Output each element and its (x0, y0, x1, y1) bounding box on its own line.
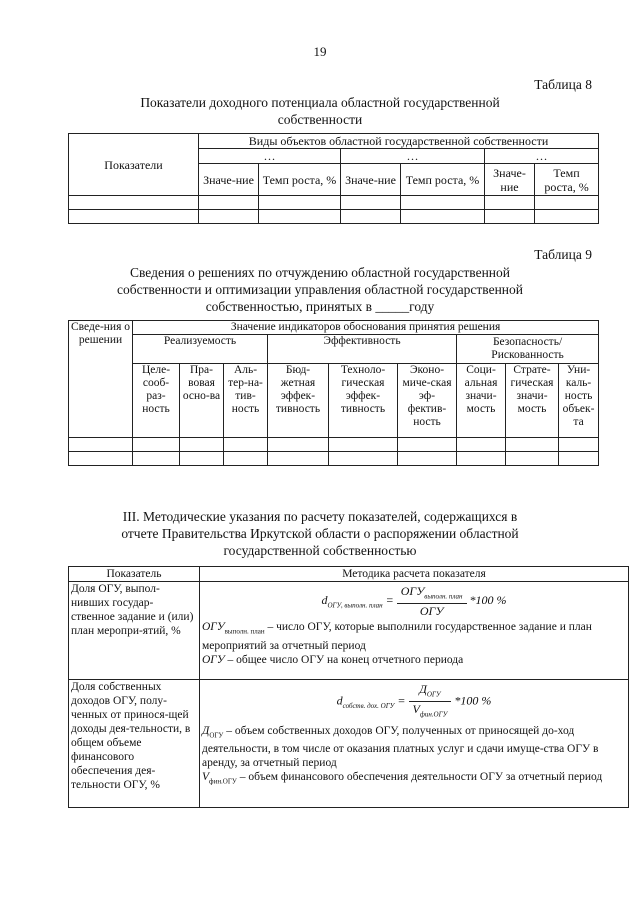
table9-col-info: Сведе-ния о решении (69, 321, 133, 438)
section3-line2: отчете Правительства Иркутской области о распоряжении областной (121, 526, 519, 541)
table9-col: Бюд-жетная эффек-тивность (268, 364, 329, 438)
table8-col-value: Значе-ние (199, 164, 259, 196)
table9-col: Пра-вовая осно-ва (180, 364, 224, 438)
table8 (68, 133, 599, 224)
table9-group-feasibility: Реализуемость (133, 335, 268, 364)
row2-method (200, 680, 629, 808)
row2-fraction: $\frac{Д_{ОГУ}}{V_{фин.ОГУ}}$ (409, 682, 452, 722)
table9-col: Уни-каль-ность объек-та (559, 364, 599, 438)
table9-col: Эконо-миче-ская эф-фектив-ность (398, 364, 457, 438)
table9-col: Соци-альная значи-мость (457, 364, 506, 438)
row1-definition-2: ОГУ – общее число ОГУ на конец отчетного периода (202, 653, 464, 666)
table8-title-line1: Показатели доходного потенциала областной государственной (140, 95, 500, 110)
table8-col-value: Значе-ние (485, 164, 535, 196)
table-row (69, 438, 599, 452)
table-row (69, 680, 629, 808)
section3-line1: III. Методические указания по расчету показателей, содержащихся в (122, 509, 518, 524)
row2-formula: $d_{собств. дох. ОГУ}$ = $\frac{Д_{ОГУ}}{V_{фин.ОГУ}}$ *100 % (202, 682, 626, 722)
table9-col: Страте-гическая значи-мость (506, 364, 559, 438)
table9-title-line3: собственностью, принятых в _____году (205, 299, 435, 314)
row2-indicator: Доля собственных доходов ОГУ, полу-ченных от принося-щей доходы дея-тельности, в общем объеме финансового обеспечения дея-тельности ОГУ, % (69, 680, 200, 808)
row2-definition-2: $V_{фин.ОГУ}$ – объем финансового обеспечения деятельности ОГУ за отчетный период (202, 771, 603, 786)
row1-method (200, 582, 629, 680)
table8-col-value: Значе-ние (341, 164, 401, 196)
table-row (69, 582, 629, 680)
table8-header-indicators: Показатели (69, 134, 199, 196)
table8-col-rate: Темп роста, % (535, 164, 599, 196)
row1-definition-1: $ОГУ_{выполн. план}$ – число ОГУ, которые выполнили государственное задание и план мероприятий за отчетный период (202, 621, 592, 652)
table-row (69, 210, 599, 224)
table9-col: Техноло-гическая эффек-тивность (329, 364, 398, 438)
table9-label: Таблица 9 (534, 247, 592, 262)
row2-definition-1: $Д_{ОГУ}$ – объем собственных доходов ОГУ, полученных от приносящей до-ход деятельности, в том числе от оказания платных услуг и сдачи имуще-ства ОГУ в аренду, за отчетный период (202, 724, 599, 770)
page-number: 19 (313, 44, 327, 59)
table8-title-line2: собственности (277, 112, 363, 127)
table9-col: Аль-тер-на-тив-ность (224, 364, 268, 438)
methodology-header-indicator: Показатель (69, 567, 200, 582)
table-row (69, 196, 599, 210)
section3-line3: государственной собственностью (223, 543, 417, 558)
table-row (69, 452, 599, 466)
table8-col-rate: Темп роста, % (259, 164, 341, 196)
methodology-header-method: Методика расчета показателя (200, 567, 629, 582)
table8-group-ellipsis: … (341, 149, 485, 164)
table8-label: Таблица 8 (534, 77, 592, 92)
methodology-table (68, 566, 629, 808)
table9-col: Целе-сооб-раз-ность (133, 364, 180, 438)
table8-header-types: Виды объектов областной государственной собственности (199, 134, 599, 149)
row1-formula: $d_{ОГУ, выполн. план}$ = $\frac{ОГУ_{выполн. план}}{\text{ОГУ}}$ *100 % (321, 584, 507, 619)
row1-indicator: Доля ОГУ, выпол-нивших государ-ственное задание и (или) план меропри-ятий, % (69, 582, 200, 680)
table8-col-rate: Темп роста, % (401, 164, 485, 196)
table8-group-ellipsis: … (199, 149, 341, 164)
table9-group-safety: Безопасность/ Рискованность (457, 335, 599, 364)
table9 (68, 320, 599, 466)
table9-group-efficiency: Эффективность (268, 335, 457, 364)
table9-title-line2: собственности и оптимизации управления областной государственной (116, 282, 524, 297)
row1-fraction: $\frac{ОГУ_{выполн. план}}{\text{ОГУ}}$ (397, 584, 467, 618)
table8-group-ellipsis: … (485, 149, 599, 164)
table9-title-line1: Сведения о решениях по отчуждению областной государственной (129, 265, 511, 280)
table9-header-values: Значение индикаторов обоснования принятия решения (133, 321, 599, 335)
